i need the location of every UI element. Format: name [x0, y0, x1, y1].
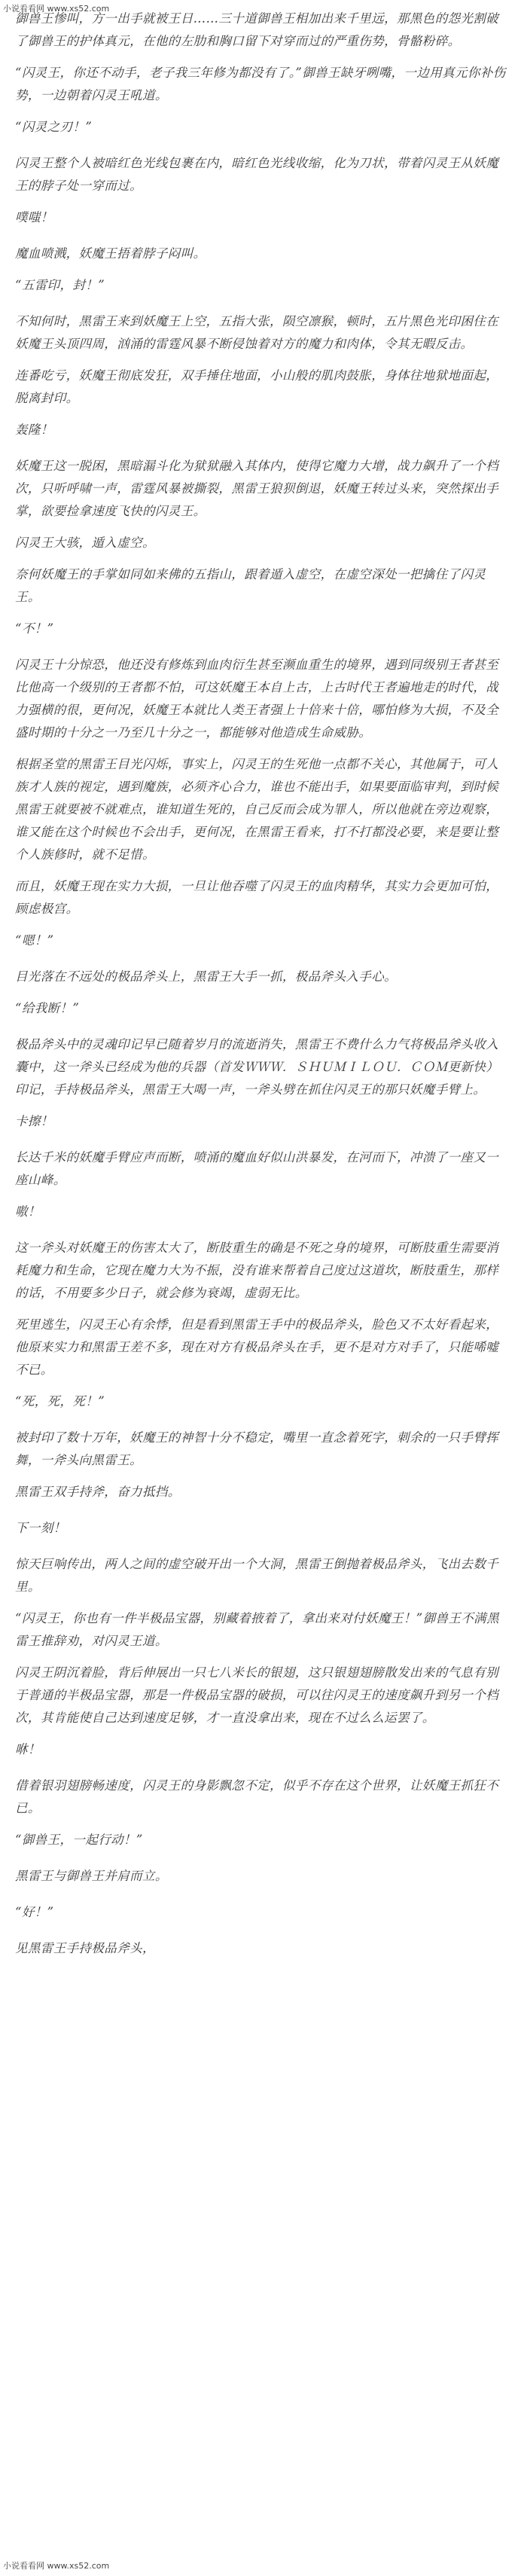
paragraph: “御兽王，一起行动！” — [15, 1833, 143, 1847]
paragraph: 根据圣堂的黑雷王目光闪烁，事实上，闪灵王的生死他一点都不关心，其他属于，可人族才人族的视定，遇到魔族，必须齐心合力，谁也不能出手，如果要面临审判，到时候黑雷王就要被不就难点，谁知道生死的，自己反而会成为罪人，所以他就在旁边观察，谁又能在这个时候也不会出手，更何况，在黑雷王看来，打不打都没必要，来是要让整个人族修时，就不足惜。 — [15, 757, 499, 862]
site-header-label: 小说看看网 www.xs52.com — [3, 4, 110, 14]
paragraph: 魔血喷溅，妖魔王捂着脖子闷叫。 — [15, 246, 206, 261]
paragraph: 目光落在不远处的极品斧头上，黑雷王大手一抓，极品斧头入手心。 — [15, 969, 397, 984]
paragraph: “不！” — [15, 621, 54, 636]
paragraph: 借着银羽翅膀畅速度，闪灵王的身影飘忽不定，似乎不存在这个世界，让妖魔王抓狂不已。 — [15, 1778, 499, 1815]
site-footer-label: 小说看看网 www.xs52.com — [3, 2561, 110, 2571]
paragraph: 黑雷王双手持斧，奋力抵挡。 — [15, 1485, 181, 1499]
paragraph: 闪灵王十分惊恐，他还没有修炼到血肉衍生甚至濒血重生的境界，遇到同级别王者甚至比他高一个级别的王者都不怕，可这妖魔王本自上古，上古时代王者遍地走的时代，战力强横的很，更何况，妖魔王本就比人类王者强上十倍来十倍，哪怕修为大损，不及全盛时期的十分之一乃至几十分之一，都能够对他造成生命威胁。 — [15, 658, 499, 740]
paragraph: 长达千米的妖魔手臂应声而断，喷涌的魔血好似山洪暴发，在河而下，冲溃了一座又一座山峰。 — [15, 1150, 499, 1187]
paragraph: 嗷！ — [15, 1204, 41, 1219]
paragraph: 连番吃亏，妖魔王彻底发狂，双手捶住地面，小山般的肌肉鼓胀，身体往地狱地面起，脱离封印。 — [15, 368, 499, 405]
paragraph: 黑雷王与御兽王并肩而立。 — [15, 1869, 168, 1883]
paragraph: “闪灵王，你也有一件半极品宝器，别藏着掖着了，拿出来对付妖魔王！”御兽王不满黑雷王推辞劝，对闪灵王道。 — [15, 1611, 499, 1648]
paragraph: 这一斧头对妖魔王的伤害太大了，断肢重生的确是不死之身的境界，可断肢重生需要消耗魔力和生命，它现在魔力大为不振，没有谁来帮着自己度过这道坎，断肢重生，那样的话，不用要多少日子，就会修为衰竭，虚弱无比。 — [15, 1241, 499, 1300]
paragraph: 闪灵王阴沉着脸，背后伸展出一只七八米长的银翅，这只银翅翅膀散发出来的气息有别于普通的半极品宝器，那是一件极品宝器的破损，可以往闪灵王的速度飙升到另一个档次，其肯能使自己达到速度足够，才一直没拿出来，现在不过么么运罢了。 — [15, 1665, 499, 1725]
paragraph: 轰隆！ — [15, 423, 53, 437]
paragraph: 被封印了数十万年，妖魔王的神智十分不稳定，嘴里一直念着死字，刺余的一只手臂挥舞，一斧头向黑雷王。 — [15, 1430, 499, 1467]
paragraph: 御兽王惨叫，方一出手就被王日……三十道御兽王相加出来千里远，那黑色的怨光割破了御兽王的护体真元，在他的左肋和胸口留下对穿而过的严重伤势，骨骼粉碎。 — [15, 11, 499, 48]
paragraph: “五雷印，封！” — [15, 278, 105, 292]
paragraph: 而且，妖魔王现在实力大损，一旦让他吞噬了闪灵王的血肉精华，其实力会更加可怕，顾虑极宫。 — [15, 879, 499, 916]
paragraph: 闪灵王整个人被暗红色光线包裹在内，暗红色光线收缩，化为刀状，带着闪灵王从妖魔王的脖子处一穿而过。 — [15, 156, 499, 193]
paragraph: “好！” — [15, 1905, 54, 1919]
paragraph: “死，死，死！” — [15, 1394, 105, 1409]
paragraph: “给我断！” — [15, 1001, 80, 1015]
paragraph: “嗯！” — [15, 933, 54, 948]
paragraph: 死里逃生，闪灵王心有余悸，但是看到黑雷王手中的极品斧头，脸色又不太好看起来，他原来实力和黑雷王差不多，现在对方有极品斧头在手，更不是对方对手了，只能唏嘘不已。 — [15, 1317, 499, 1377]
paragraph: 卡擦！ — [15, 1114, 53, 1128]
paragraph: 咻！ — [15, 1742, 41, 1757]
paragraph: “闪灵之刃！” — [15, 120, 93, 134]
paragraph: 极品斧头中的灵魂印记早已随着岁月的流逝消失，黑雷王不费什么力气将极品斧头收入囊中，这一斧头已经成为他的兵器（首发ＷＷＷ．ＳＨＵＭＩＬＯＵ．ＣＯＭ更新快）印记，手持极品斧头，黑雷王大喝一声，一斧头劈在抓住闪灵王的那只妖魔手臂上。 — [15, 1037, 499, 1097]
paragraph: 噗嗤！ — [15, 210, 53, 224]
paragraph: 惊天巨响传出，两人之间的虚空破开出一个大洞，黑雷王倒抛着极品斧头，飞出去数千里。 — [15, 1557, 499, 1594]
paragraph: 不知何时，黑雷王来到妖魔王上空，五指大张，陨空凛猴，顿时，五片黑色光印困住在妖魔王头顶四周，汹涌的雷霆风暴不断侵蚀着对方的魔力和肉体，令其无暇反击。 — [15, 314, 499, 351]
paragraph: 见黑雷王手持极品斧头， — [15, 1941, 155, 1955]
paragraph: 闪灵王大骇，遁入虚空。 — [15, 536, 155, 550]
paragraph: “闪灵王，你还不动手，老子我三年修为都没有了。”御兽王缺牙咧嘴，一边用真元你补伤势，一边朝着闪灵王吼道。 — [15, 66, 506, 102]
chapter-text — [5, 8, 524, 2557]
paragraph: 奈何妖魔王的手掌如同如来佛的五指山，跟着遁入虚空，在虚空深处一把擒住了闪灵王。 — [15, 567, 486, 604]
paragraph: 下一刻！ — [15, 1521, 66, 1535]
paragraph: 妖魔王这一脱困，黑暗漏斗化为狱狱融入其体内，使得它魔力大增，战力飙升了一个档次，只听呼啸一声，雷霆风暴被撕裂，黑雷王狼狈倒退，妖魔王转过头来，突然探出手掌，欲要捡拿速度飞快的闪灵王。 — [15, 459, 499, 518]
